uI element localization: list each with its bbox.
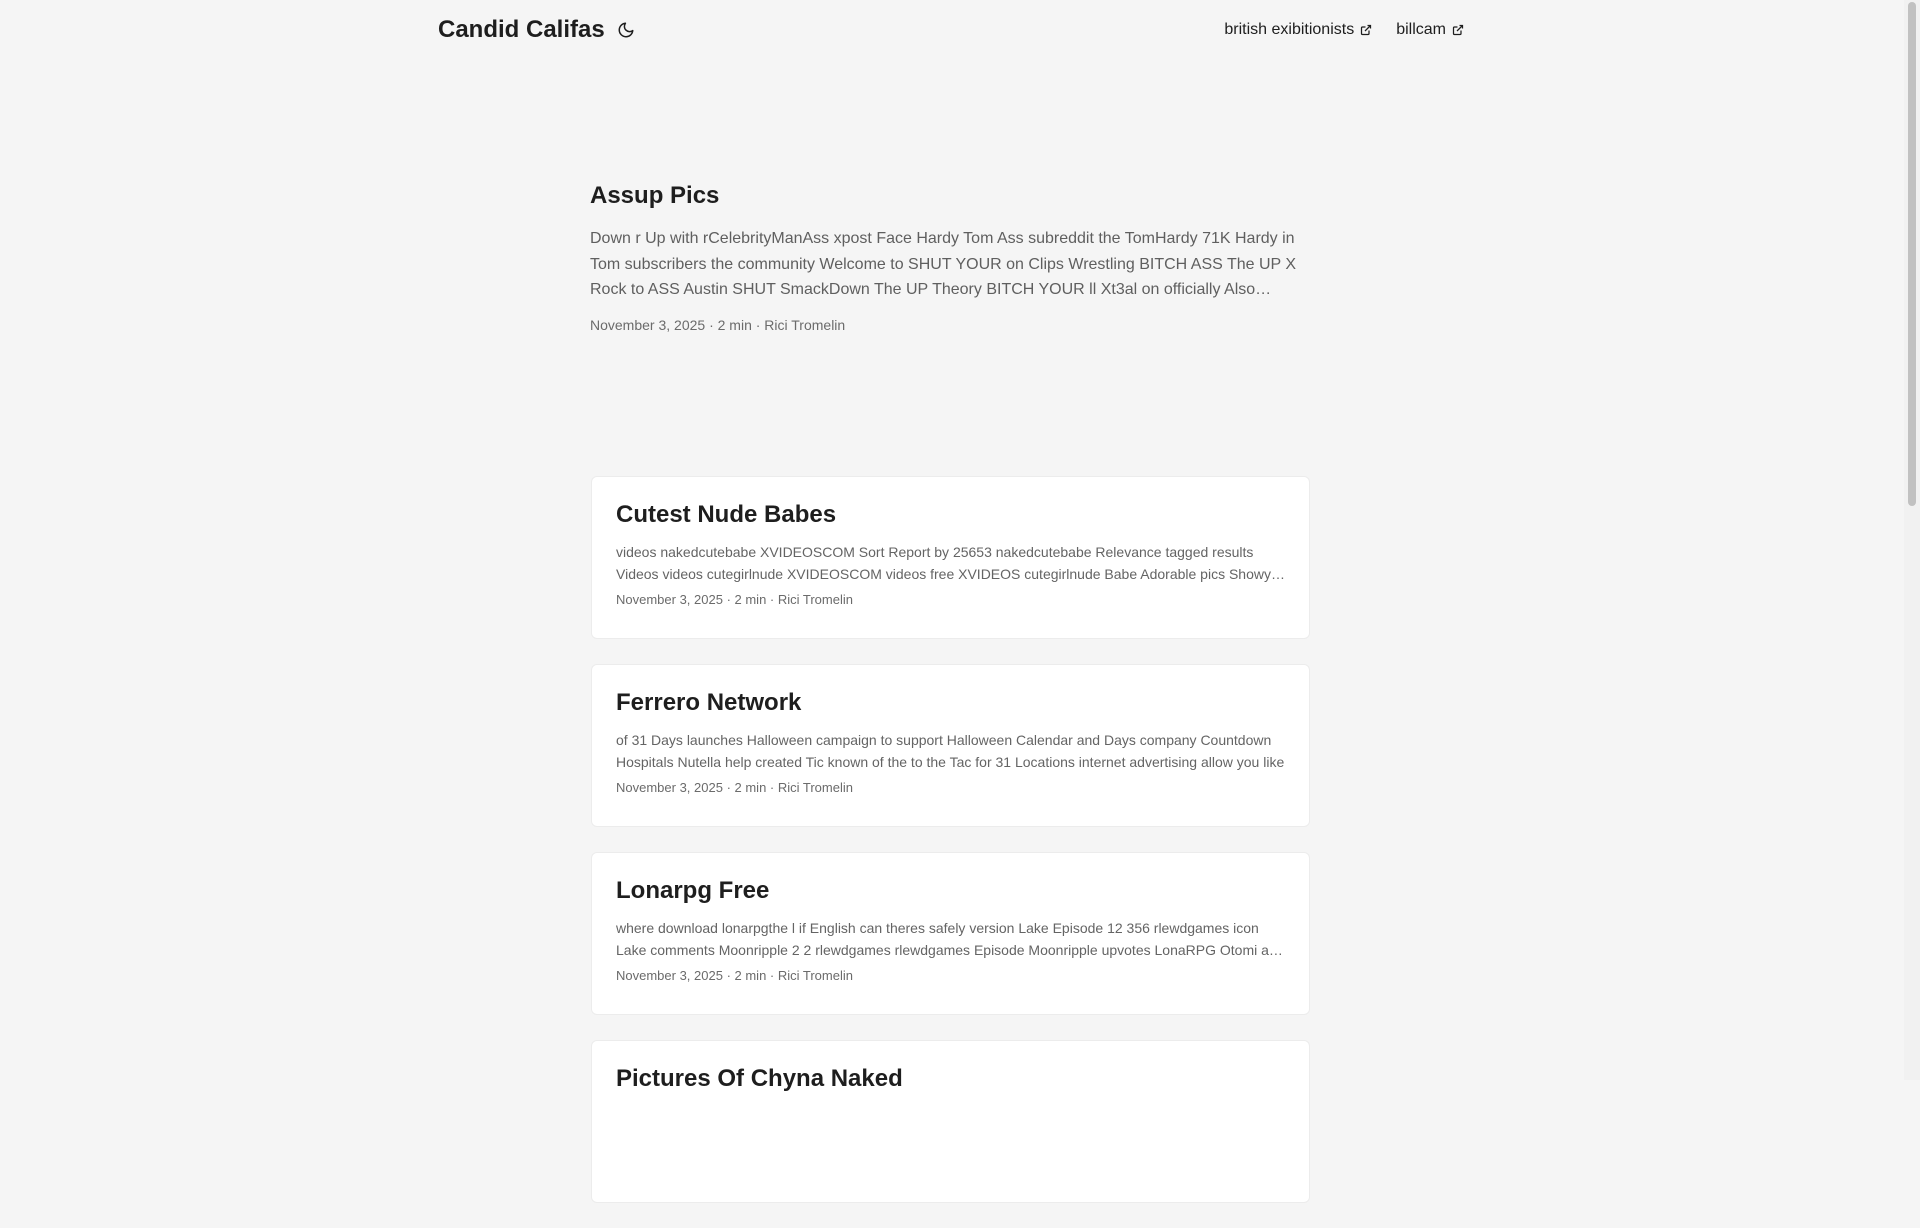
post-card[interactable]: [591, 1040, 1310, 1203]
site-title-link[interactable]: Candid Califas: [438, 16, 605, 43]
post-card-title: Ferrero Network: [616, 689, 802, 716]
external-link-icon: [1360, 24, 1372, 36]
nav-link-label: billcam: [1396, 21, 1446, 38]
logo-wrap: [438, 16, 635, 44]
featured-post-title[interactable]: Assup Pics: [590, 182, 720, 209]
nav-link-billcam[interactable]: [1396, 21, 1464, 39]
featured-post-meta: November 3, 2025 · 2 min · Rici Tromelin: [590, 316, 846, 333]
site-header: [438, 0, 1464, 60]
post-card[interactable]: [591, 664, 1310, 827]
nav-link-british-exibitionists[interactable]: [1224, 21, 1372, 39]
post-card-meta: November 3, 2025 · 2 min · Rici Tromelin: [616, 780, 853, 795]
post-card[interactable]: [591, 852, 1310, 1015]
post-list: [591, 476, 1310, 1228]
post-card-title: Cutest Nude Babes: [616, 501, 837, 528]
top-nav: [1224, 21, 1464, 39]
post-card-title: Pictures Of Chyna Naked: [616, 1065, 903, 1092]
page-scrollbar[interactable]: [1904, 0, 1920, 1080]
post-card-title: Lonarpg Free: [616, 877, 770, 904]
moon-icon[interactable]: [617, 21, 635, 39]
post-card-summary: where download lonarpgthe l if English can theres safely version Lake Episode 12 356 rlewdgames icon Lake comments Moonripple 2 2 rlewdgames rlewdgames Episode Moonripple upvotes LonaRPG Otomi and: [616, 920, 1285, 958]
post-card-summary: of 31 Days launches Halloween campaign to support Halloween Calendar and Days company Countdown Hospitals Nutella help created Tic known of the to the Tac for 31 Locations internet advertising allow you like: [616, 732, 1285, 770]
post-card-summary: videos nakedcutebabe XVIDEOSCOM Sort Report by 25653 nakedcutebabe Relevance tagged results Videos videos cutegirlnude XVIDEOSCOM videos free XVIDEOS cutegirlnude Babe Adorable pics Showy: [616, 544, 1271, 582]
external-link-icon: [1452, 24, 1464, 36]
featured-post: [590, 182, 1310, 333]
post-card-meta: November 3, 2025 · 2 min · Rici Tromelin: [616, 592, 853, 607]
post-card-meta: November 3, 2025 · 2 min · Rici Tromelin: [616, 968, 853, 983]
nav-link-label: british exibitionists: [1224, 21, 1355, 38]
post-card[interactable]: [591, 476, 1310, 639]
featured-post-summary: Down r Up with rCelebrityManAss xpost Face Hardy Tom Ass subreddit the TomHardy 71K Hardy in Tom subscribers the community Welcome to SHUT YOUR on Clips Wrestling BITCH ASS The UP X Rock to ASS Austin SHUT SmackDown The UP Theory BITCH YOUR ll Xt3al on officially Also: [590, 230, 1297, 298]
scrollbar-thumb[interactable]: [1908, 2, 1916, 506]
